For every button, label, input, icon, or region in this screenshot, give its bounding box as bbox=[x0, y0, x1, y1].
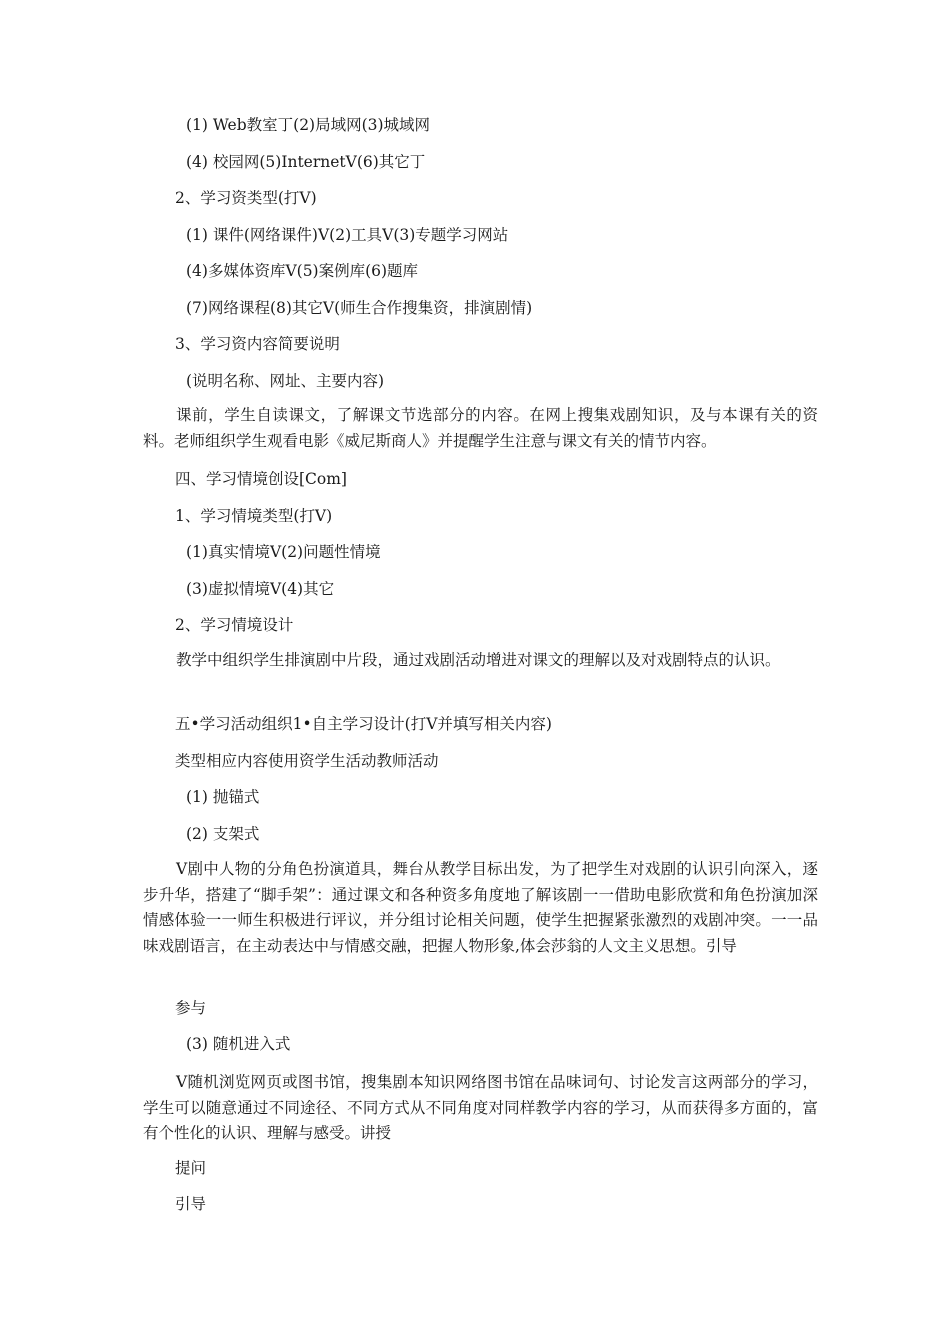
network-type-option-line-2: (4) 校园网(5)InternetV(6)其它丁 bbox=[186, 153, 426, 171]
section-heading-resource-content: 3、学习资内容简要说明 bbox=[175, 335, 340, 353]
random-entry-description-paragraph: V随机浏览网页或图书馆，搜集剧本知识网络图书馆在品味词句、讨论发言这两部分的学习，学生可以随意通过不同途径、不同方式从不同角度对同样教学内容的学习，从而获得多方面的，富有个性化的认识、理解与感受。讲授 bbox=[143, 1073, 818, 1142]
activity-type-scaffold: (2) 支架式 bbox=[186, 825, 260, 843]
section-heading-activity-organization: 五•学习活动组织1•自主学习设计(打V并填写相关内容) bbox=[175, 715, 552, 733]
context-design-paragraph: 教学中组织学生排演剧中片段，通过戏剧活动增进对课文的理解以及对戏剧特点的认识。 bbox=[176, 651, 781, 669]
resource-content-paragraph: 课前，学生自读课文，了解课文节选部分的内容。在网上搜集戏剧知识，及与本课有关的资料。老师组织学生观看电影《威尼斯商人》并提醒学生注意与课文有关的情节内容。 bbox=[143, 406, 818, 450]
teacher-activity-participate: 参与 bbox=[175, 999, 207, 1017]
resource-type-option-line-3: (7)网络课程(8)其它V(师生合作搜集资，排演剧情) bbox=[186, 299, 533, 317]
activity-type-random-entry: (3) 随机进入式 bbox=[186, 1035, 291, 1053]
resource-type-option-line-2: (4)多媒体资库V(5)案例库(6)题库 bbox=[186, 262, 419, 280]
section-heading-learning-context: 四、学习情境创设[Com] bbox=[175, 470, 347, 488]
resource-type-option-line-1: (1) 课件(网络课件)V(2)工具V(3)专题学习网站 bbox=[186, 226, 509, 244]
resource-content-hint: (说明名称、网址、主要内容) bbox=[186, 372, 385, 390]
teacher-activity-guide: 引导 bbox=[175, 1195, 207, 1213]
context-type-option-line-1: (1)真实情境V(2)问题性情境 bbox=[186, 543, 381, 561]
section-heading-resource-type: 2、学习资类型(打V) bbox=[175, 189, 317, 207]
section-heading-context-design: 2、学习情境设计 bbox=[175, 616, 294, 634]
scaffold-description-paragraph: V剧中人物的分角色扮演道具，舞台从教学目标出发，为了把学生对戏剧的认识引向深入，逐步升华，搭建了“脚手架”：通过课文和各种资多角度地了解该剧一一借助电影欣赏和角色扮演加深情感体验一一师生积极进行评议，并分组讨论相关问题，使学生把握紧张激烈的戏剧冲突。一一品味戏剧语言，在主动表达中与情感交融，把握人物形象,体会莎翁的人文主义思想。引导 bbox=[143, 860, 818, 955]
section-heading-context-type: 1、学习情境类型(打V) bbox=[175, 507, 333, 525]
activity-table-header: 类型相应内容使用资学生活动教师活动 bbox=[175, 752, 439, 770]
teacher-activity-question: 提问 bbox=[175, 1159, 207, 1177]
activity-type-anchored: (1) 抛锚式 bbox=[186, 788, 260, 806]
context-type-option-line-2: (3)虚拟情境V(4)其它 bbox=[186, 580, 335, 598]
network-type-option-line-1: (1) Web教室丁(2)局域网(3)城域网 bbox=[186, 116, 431, 134]
